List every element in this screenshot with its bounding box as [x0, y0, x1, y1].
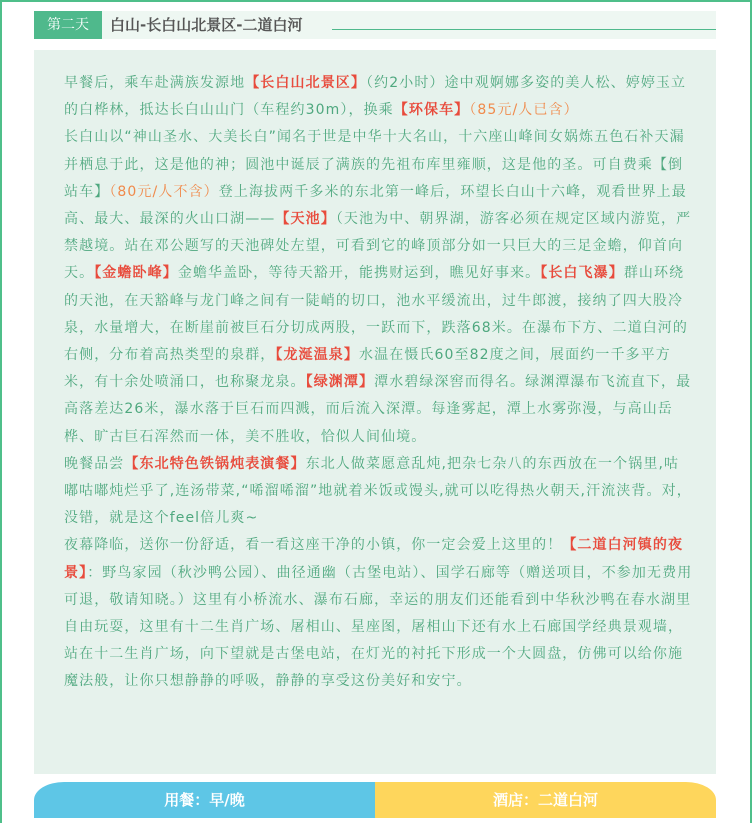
paragraph-night — [64, 532, 694, 695]
text-segment: 夜幕降临，送你一份舒适，看一看这座干净的小镇，你一定会爱上这里的！ — [64, 537, 563, 554]
text-segment: （约2小时）途中观婀娜多姿的美人松、婷婷玉立的白桦林，抵达长白山山门（车程约30m），换乘 — [64, 75, 687, 119]
highlight-attraction: 【长白山北景区】 — [245, 75, 367, 91]
text-segment: 长白山以“神山圣水、大美长白”闻名于世是中华十大名山，十六座山峰间女娲炼五色石补天漏并栖息于此，这是他的神；圆池中诞辰了满族的先祖布库里雍顺，这是他的圣。可自费乘【倒站车】 — [64, 129, 685, 200]
highlight-price: （80元/人不含） — [109, 183, 219, 200]
day-title: 白山-长白山北景区-二道白河 — [110, 16, 303, 34]
highlight-attraction: 【龙涎温泉】 — [275, 347, 360, 364]
itinerary-content — [34, 50, 716, 774]
paragraph-dinner — [64, 451, 694, 533]
highlight-price: （85元/人已含） — [469, 102, 579, 119]
meals-info: 用餐：早/晚 — [34, 782, 375, 818]
highlight-attraction: 【东北特色铁锅炖表演餐】 — [124, 455, 306, 472]
frame-left-border — [0, 0, 2, 823]
paragraph-changbai — [64, 124, 694, 450]
text-segment: 潭水碧绿深窖而得名。绿渊潭瀑布飞流直下，最高落差达26米，瀑水落于巨石而四溅，而后流入深潭。每逢雾起，潭上水雾弥漫，与高山岳桦、旷古巨石浑然而一体，美不胜收，恰似人间仙境。 — [64, 374, 692, 445]
highlight-attraction: 【天池】 — [275, 211, 336, 228]
text-segment: ：野鸟家园（秋沙鸭公园）、曲径通幽（古堡电站）、国学石廊等（赠送项目，不参加无费用可退，敬请知晓。）这里有小桥流水、瀑布石廊，幸运的朋友们还能看到中华秋沙鸭在春水湖里自由玩耍，这里有十二生肖广场、屠相山、星座图，屠相山下还有水上石廊国学经典景观墙，站在十二生肖广场，向下望就是古堡电站，在灯光的衬托下形成一个大圆盘，仿佛可以给你施魔法般，让你只想静静的呼吸，静静的享受这份美好和安宁。 — [64, 564, 693, 690]
frame-top-border — [0, 0, 752, 2]
day-badge: 第二天 — [34, 11, 102, 39]
text-segment: 金蟾华盖卧，等待天豁开，能携财运到，瞧见好事来。 — [177, 265, 541, 282]
hotel-info: 酒店：二道白河 — [375, 782, 716, 818]
highlight-attraction: 【长白飞瀑】 — [540, 265, 624, 282]
text-segment: 登上海拔两千多米的东北第一峰后，环望长白山十六峰，观看世界上最高、最大、最深的火山口湖—— — [64, 183, 687, 228]
text-segment: 东北人做菜愿意乱炖,把杂七杂八的东西放在一个锅里,咕嘟咕嘟炖烂乎了,连汤带菜,“唏溜唏溜”地就着米饭或馒头,就可以吃得热火朝天,汗流浃背。对，没错，就是这个feel倍儿爽~ — [64, 455, 692, 527]
highlight-attraction: 【二道白河镇的夜景】 — [64, 537, 684, 581]
text-segment: 水温在慑氏60至82度之间，展面约一千多平方米，有十余处喷涌口，也称聚龙泉。 — [64, 347, 671, 391]
text-segment: （天池为中、朝界湖，游客必须在规定区域内游览，严禁越境。站在邓公题写的天池碑处左望，可看到它的峰顶部分如一只巨大的三足金蟾，仰首向天。 — [64, 211, 692, 282]
header-divider — [332, 29, 716, 30]
day-header — [34, 11, 716, 39]
text-segment: 群山环绕的天池，在天豁峰与龙门峰之间有一陡峭的切口，池水平缓流出，过牛郎渡，接纳了四大股冷泉，水量增大，在断崖前被巨石分切成两股，一跃而下，跌落68米。在瀑布下方、二道白河的右侧，分布着高热类型的泉群， — [64, 265, 689, 364]
highlight-attraction: 【绿渊潭】 — [305, 374, 375, 391]
itinerary-text — [64, 70, 694, 696]
highlight-attraction: 【金蟾卧峰】 — [94, 265, 178, 282]
highlight-attraction: 【环保车】 — [393, 102, 470, 119]
text-segment: 早餐后，乘车赴满族发源地 — [64, 75, 246, 91]
text-segment: 晚餐品尝 — [64, 455, 125, 472]
paragraph-breakfast — [64, 70, 694, 124]
